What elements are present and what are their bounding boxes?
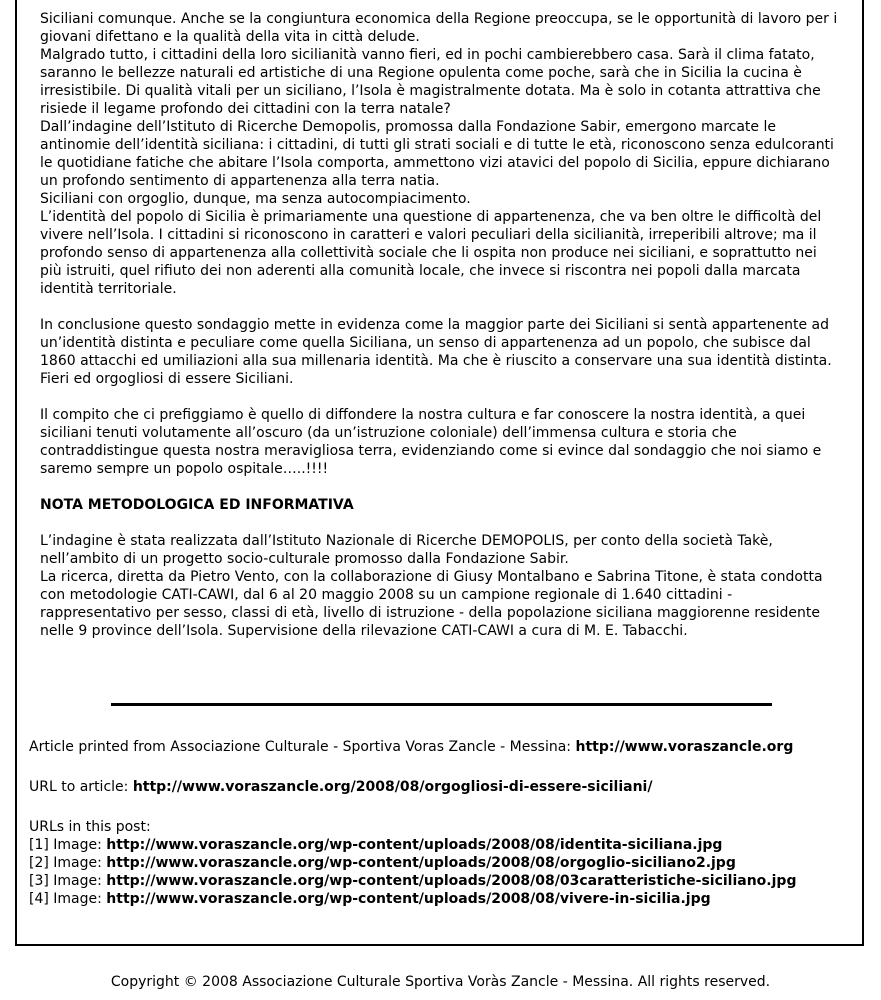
url-to-article-line bbox=[29, 778, 859, 796]
url-list-link[interactable]: http://www.voraszancle.org/wp-content/uploads/2008/08/orgoglio-siciliano2.jpg bbox=[106, 855, 736, 871]
article-paragraph: L’identità del popolo di Sicilia è primariamente una questione di appartenenza, che va ben oltre le difficoltà del vivere nell’Isola. I cittadini si riconoscono in caratteri e valori peculiari della sicilianità, irreperibili altrove; ma il profondo senso di appartenenza alla collettività sociale che li ospita non produce nei siciliani, e soprattutto nei più istruiti, quel rifiuto dei non aderenti alla comunità locale, che invece si riscontra nei popoli dalla marcata identità territoriale. bbox=[40, 209, 822, 297]
url-list-link[interactable]: http://www.voraszancle.org/wp-content/uploads/2008/08/identita-siciliana.jpg bbox=[106, 837, 723, 853]
article-paragraph: Siciliani con orgoglio, dunque, ma senza autocompiacimento. bbox=[40, 191, 471, 207]
printed-from-url[interactable]: http://www.voraszancle.org bbox=[575, 739, 794, 755]
conclusion-paragraph: In conclusione questo sondaggio mette in evidenza come la maggior parte dei Siciliani si sentà appartenente ad un’identità distinta e peculiare come quella Siciliana, un senso di appartenenza ad un popolo, che subisce dal 1860 attacchi ed umiliazioni alla sua millenaria identità. Ma che è riuscito a conservare una sua identità distinta. Fieri ed orgogliosi di essere Siciliani. bbox=[40, 317, 832, 387]
article-paragraph: Siciliani comunque. Anche se la congiuntura economica della Regione preoccupa, se le opportunità di lavoro per i giovani difettano e la qualità della vita in città delude. bbox=[40, 11, 838, 45]
note-heading: NOTA METODOLOGICA ED INFORMATIVA bbox=[40, 497, 354, 513]
separator-rule bbox=[111, 703, 772, 706]
url-list-link[interactable]: http://www.voraszancle.org/wp-content/uploads/2008/08/vivere-in-sicilia.jpg bbox=[106, 891, 711, 907]
url-list-label: [2] Image: bbox=[29, 855, 107, 871]
printed-from-label: Article printed from Associazione Culturale - Sportiva Voras Zancle - Messina: bbox=[29, 739, 576, 755]
url-list-item bbox=[29, 890, 859, 908]
url-to-article-link[interactable]: http://www.voraszancle.org/2008/08/orgogliosi-di-essere-siciliani/ bbox=[132, 779, 653, 795]
url-list-label: [1] Image: bbox=[29, 837, 107, 853]
url-list-item bbox=[29, 836, 859, 854]
url-list-label: [3] Image: bbox=[29, 873, 107, 889]
article-paragraph: Dall’indagine dell’Istituto di Ricerche Demopolis, promossa dalla Fondazione Sabir, emergono marcate le antinomie dell’identità siciliana: i cittadini, di tutti gli strati sociali e di tutte le età, riconoscono senza edulcoranti le quotidiane fatiche che abitare l’Isola comporta, ammettono vizi atavici del popolo di Sicilia, eppure dichiarano un profondo sentimento di appartenenza alla terra natia. bbox=[40, 119, 834, 189]
mission-paragraph: Il compito che ci prefiggiamo è quello di diffondere la nostra cultura e far conoscere la nostra identità, a quei siciliani tenuti volutamente all’oscuro (da un’istruzione coloniale) dell’immensa cultura e storia che contraddistingue questa nostra meravigliosa terra, evidenziando come si evince dal sondaggio che noi siamo e saremo sempre un popolo ospitale…..!!!! bbox=[40, 407, 822, 477]
printed-from-line bbox=[29, 738, 859, 756]
url-list-item bbox=[29, 854, 859, 872]
urls-heading: URLs in this post: bbox=[29, 819, 151, 835]
note-paragraph: L’indagine è stata realizzata dall’Istituto Nazionale di Ricerche DEMOPOLIS, per conto della società Takè, nell’ambito di un progetto socio-culturale promosso dalla Fondazione Sabir. bbox=[40, 533, 773, 567]
url-to-article-label: URL to article: bbox=[29, 779, 133, 795]
copyright-notice: Copyright © 2008 Associazione Culturale Sportiva Voràs Zancle - Messina. All rights reserved. bbox=[110, 974, 771, 990]
url-list-label: [4] Image: bbox=[29, 891, 107, 907]
url-list-link[interactable]: http://www.voraszancle.org/wp-content/uploads/2008/08/03caratteristiche-siciliano.jpg bbox=[106, 873, 797, 889]
print-footer bbox=[29, 738, 859, 908]
article-paragraph: Malgrado tutto, i cittadini della loro sicilianità vanno fieri, ed in pochi cambierebbero casa. Sarà il clima fatato, saranno le bellezze naturali ed artistiche di una Regione opulenta come poche, sarà che in Sicilia la cucina è irresistibile. Di qualità vitali per un siciliano, l’Isola è magistralmente dotata. Ma è solo in cotanta attrattiva che risiede il legame profondo dei cittadini con la terra natale? bbox=[40, 47, 821, 117]
url-list-item bbox=[29, 872, 859, 890]
article-body bbox=[40, 10, 840, 640]
note-paragraph: La ricerca, diretta da Pietro Vento, con la collaborazione di Giusy Montalbano e Sabrina Titone, è stata condotta con metodologie CATI-CAWI, dal 6 al 20 maggio 2008 su un campione regionale di 1.640 cittadini - rappresentativo per sesso, classi di età, livello di istruzione - della popolazione siciliana maggiorenne residente nelle 9 province dell’Isola. Supervisione della rilevazione CATI-CAWI a cura di M. E. Tabacchi. bbox=[40, 569, 823, 639]
